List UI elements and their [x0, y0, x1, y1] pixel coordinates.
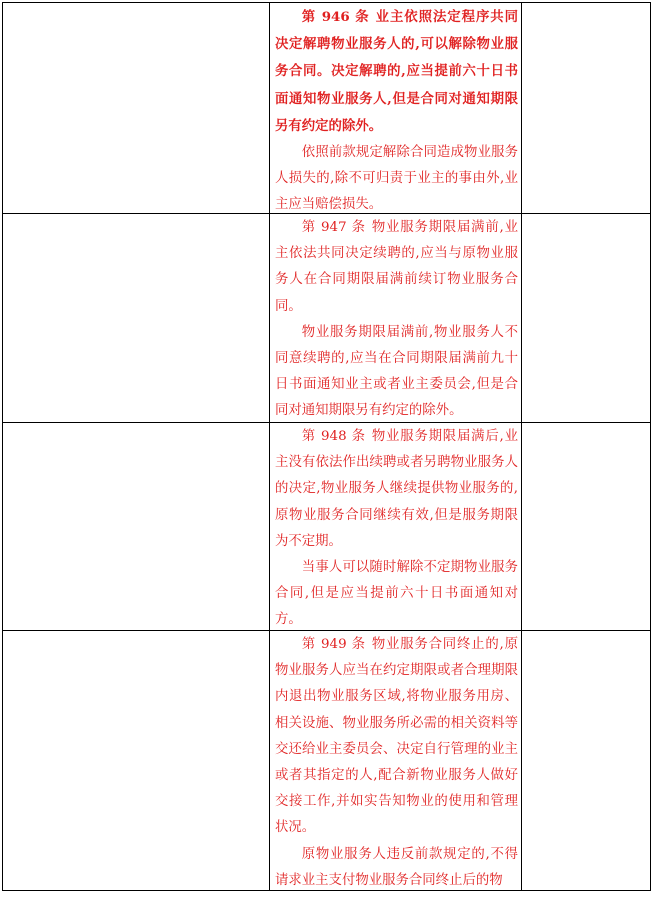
right-empty-cell: [522, 214, 651, 423]
right-empty-cell: [522, 631, 651, 891]
table-row: [3, 423, 651, 631]
provision-cell: [270, 631, 522, 891]
article-number: 第 948 条: [301, 429, 366, 444]
left-empty-cell: [3, 631, 270, 891]
provision-paragraph: [275, 424, 518, 555]
right-empty-cell: [522, 3, 651, 214]
article-number: 第 949 条: [301, 637, 366, 652]
left-empty-cell: [3, 3, 270, 214]
table-row: [3, 631, 651, 891]
provision-paragraph: 当事人可以随时解除不定期物业服务合同,但是应当提前六十日书面通知对方。: [275, 560, 518, 628]
table-row: [3, 3, 651, 214]
provision-paragraph: [275, 4, 518, 140]
provision-paragraph: 依照前款规定解除合同造成物业服务人损失的,除不可归责于业主的事由外,业主应当赔偿损失。: [275, 145, 518, 213]
provision-text: 业主依照法定程序共同决定解聘物业服务人的,可以解除物业服务合同。决定解聘的,应当提前六十日书面通知物业服务人,但是合同对通知期限另有约定的除外。: [275, 9, 519, 134]
provision-cell: [270, 214, 522, 423]
provision-paragraph: [275, 215, 518, 320]
left-empty-cell: [3, 214, 270, 423]
provision-text: 物业服务合同终止的,原物业服务人应当在约定期限或者合理期限内退出物业服务区域,将物业服务用房、相关设施、物业服务所必需的相关资料等交还给业主委员会、决定自行管理的业主或者其指定的人,配合新物业服务人做好交接工作,并如实告知物业的使用和管理状况。: [275, 637, 518, 836]
table-row: [3, 214, 651, 423]
provision-text: 物业服务期限届满后,业主没有依法作出续聘或者另聘物业服务人的决定,物业服务人继续提供物业服务的,原物业服务合同继续有效,但是服务期限为不定期。: [275, 429, 518, 549]
left-empty-cell: [3, 423, 270, 631]
right-empty-cell: [522, 423, 651, 631]
article-number: 第 946 条: [301, 9, 370, 25]
provision-text: 物业服务期限届满前,业主依法共同决定续聘的,应当与原物业服务人在合同期限届满前续订物业服务合同。: [275, 220, 518, 314]
provision-paragraph: 原物业服务人违反前款规定的,不得请求业主支付物业服务合同终止后的物: [275, 846, 518, 888]
provision-paragraph: [275, 632, 518, 842]
provision-cell: [270, 423, 522, 631]
provision-cell: [270, 3, 522, 214]
article-number: 第 947 条: [301, 220, 366, 235]
provisions-table: [2, 2, 651, 891]
provision-paragraph: 物业服务期限届满前,物业服务人不同意续聘的,应当在合同期限届满前九十日书面通知业主或者业主委员会,但是合同对通知期限另有约定的除外。: [275, 324, 518, 419]
